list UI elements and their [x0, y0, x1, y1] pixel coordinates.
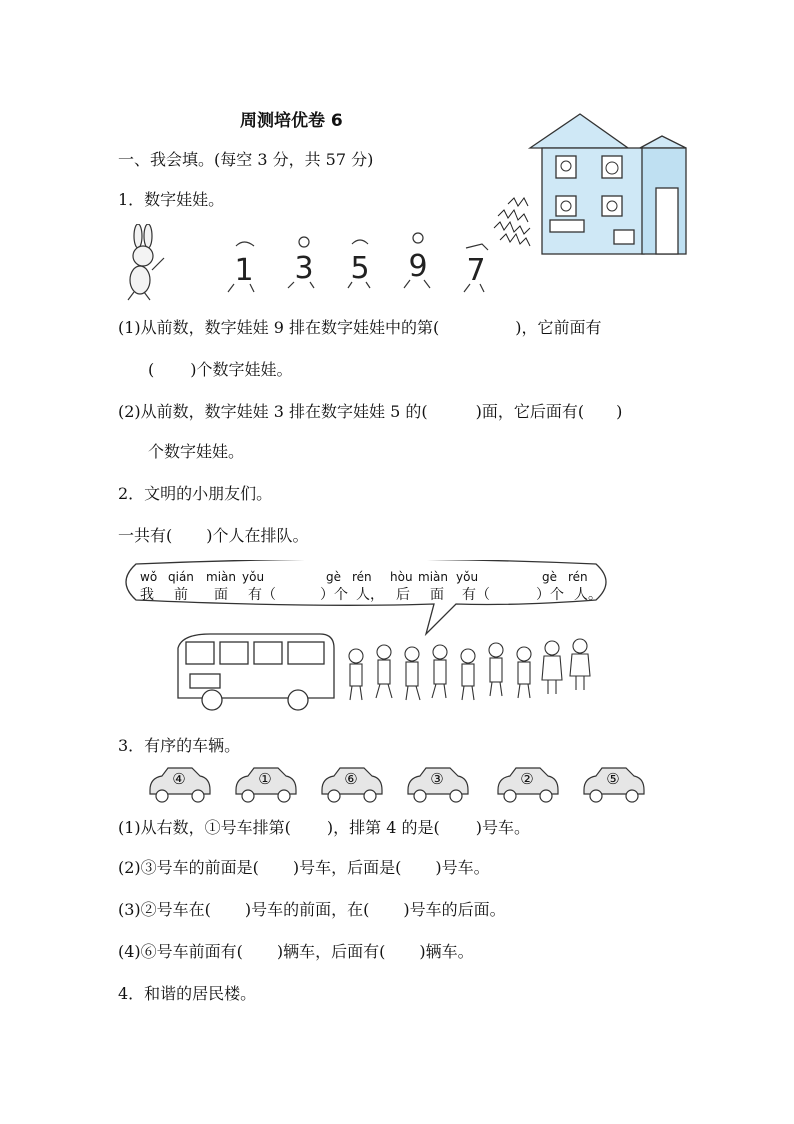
question-2-heading: 2．文明的小朋友们。: [118, 484, 273, 503]
question-3-heading: 3．有序的车辆。: [118, 736, 241, 755]
car-number: ⑥: [344, 770, 358, 788]
children-queue: [349, 639, 590, 700]
car: [318, 764, 384, 804]
text: (1)从右数，①号车排第(: [118, 818, 291, 837]
car: [404, 764, 470, 804]
question-3-part-1: [118, 818, 530, 838]
car-number: ④: [172, 770, 186, 788]
hanzi: ）个: [536, 587, 564, 603]
digit-kid: [222, 240, 266, 298]
text: (2)③号车的前面是(: [118, 858, 259, 877]
pinyin: miàn: [206, 570, 236, 584]
digit-label: 5: [350, 251, 370, 286]
hanzi: ）个: [320, 587, 348, 603]
pinyin: yǒu: [242, 570, 265, 584]
text: )个人在排队。: [206, 526, 309, 545]
text: (4)⑥号车前面有(: [118, 942, 243, 961]
text: )面，它后面有(: [475, 402, 585, 421]
hanzi: 面: [430, 587, 444, 603]
digit-kid: [454, 240, 498, 298]
pinyin: qián: [168, 570, 194, 584]
pinyin: gè: [326, 570, 341, 584]
digit-label: 3: [294, 251, 314, 286]
car: [232, 764, 298, 804]
digit-label: 7: [466, 253, 486, 288]
hanzi: 有（: [462, 587, 490, 603]
text: )辆车。: [419, 942, 474, 961]
text: (: [148, 360, 155, 379]
question-1-part-1: [118, 318, 602, 338]
digit-kid: [338, 236, 382, 294]
question-1-part-2: [118, 402, 622, 422]
question-2-line: [118, 526, 309, 546]
hanzi: 前: [174, 587, 188, 603]
text: (2)从前数，数字娃娃 3 排在数字娃娃 5 的(: [118, 402, 428, 421]
hanzi: 面: [214, 587, 228, 603]
pinyin: rén: [352, 570, 372, 584]
text: )，排第 4 的是(: [326, 818, 440, 837]
pinyin: gè: [542, 570, 557, 584]
question-3-part-4: [118, 942, 474, 962]
section-heading: 一、我会填。(每空 3 分，共 57 分): [118, 150, 374, 169]
car: [580, 764, 646, 804]
hanzi: 人。: [574, 587, 602, 603]
car-number: ⑤: [606, 770, 620, 788]
digit-kid: [396, 232, 440, 294]
text: )个数字娃娃。: [190, 360, 293, 379]
hanzi: 人，: [356, 587, 384, 603]
pinyin: yǒu: [456, 570, 479, 584]
text: (1)从前数，数字娃娃 9 排在数字娃娃中的第(: [118, 318, 440, 337]
car-number: ②: [520, 770, 534, 788]
speech-bubble-text: [140, 570, 610, 610]
digit-label: 9: [408, 249, 428, 284]
question-3-part-3: [118, 900, 506, 920]
bus-queue-illustration: [170, 628, 600, 718]
car: [494, 764, 560, 804]
text: )号车的后面。: [403, 900, 506, 919]
hanzi: 后: [396, 587, 410, 603]
text: (3)②号车在(: [118, 900, 211, 919]
house-illustration: [490, 108, 690, 258]
question-1-heading: 1．数字娃娃。: [118, 190, 225, 209]
page-title: 周测培优卷 6: [240, 111, 343, 131]
text: )辆车，后面有(: [276, 942, 386, 961]
text: 一共有(: [118, 526, 173, 545]
pinyin: wǒ: [140, 570, 158, 584]
hanzi: 有（: [248, 587, 276, 603]
hanzi: 我: [140, 587, 154, 603]
text: )号车。: [475, 818, 531, 837]
car-number: ①: [258, 770, 272, 788]
digit-label: 1: [234, 253, 254, 288]
car: [146, 764, 212, 804]
car-number: ③: [430, 770, 444, 788]
text: )号车的前面，在(: [244, 900, 370, 919]
text: )号车。: [435, 858, 490, 877]
pinyin: hòu: [390, 570, 413, 584]
pinyin: miàn: [418, 570, 448, 584]
question-1-part-1-cont: [148, 360, 293, 380]
text: ): [616, 402, 623, 421]
text: )，它前面有: [515, 318, 602, 337]
question-1-part-2-cont: 个数字娃娃。: [148, 442, 245, 461]
rabbit-illustration: [118, 224, 168, 302]
question-3-part-2: [118, 858, 490, 878]
pinyin: rén: [568, 570, 588, 584]
digit-kid: [282, 236, 326, 294]
text: )号车，后面是(: [292, 858, 402, 877]
question-4-heading: 4．和谐的居民楼。: [118, 984, 257, 1003]
